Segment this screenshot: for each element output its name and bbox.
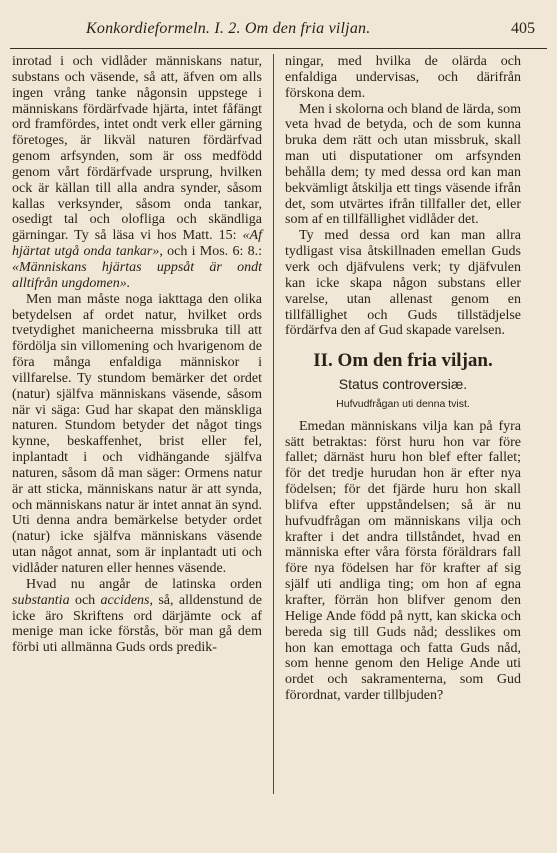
right-paragraph-1: ningar, med hvilka de olärda och enfaldiga undervisas, och därifrån förskona dem. — [285, 54, 521, 101]
status-title: Status controversiæ. — [338, 376, 468, 393]
text-run: , så, alldenstund de icke äro Skriftens ord därjämte ock af menige man icke förstås, bör man gå dem förbi uti allmänna Guds ords predik- — [12, 592, 262, 656]
header-rule — [10, 48, 547, 49]
quote-matthew: «Af hjärtat utgå onda tankar» — [12, 228, 262, 260]
page-number: 405 — [511, 20, 535, 37]
term-accidens: accidens — [100, 592, 150, 608]
left-paragraph-1 — [12, 54, 262, 292]
text-run: Hvad nu angår de latinska orden — [26, 576, 262, 592]
text-run: inrotad i och vidlåder människans natur, substans och väsende, så att, äfven om alls ingen vrång tanke någonsin uppstege i människans fördärfvade hjärta, intet fåfängt ord framfördes, intet ondt verk eller gärning företoges, är likväl naturen fördärfvad genom arfsynden, som är oss medfödd genom vårt fördärfvade ursprung, hvilken ock är källan till alla andra synder, såsom kallas verksynder, såsom onda tankar, osedigt tal och olofliga och skändliga gärningar. Ty så läsa vi hos Matt. 15: — [12, 54, 262, 244]
page-header — [8, 6, 549, 46]
left-paragraph-3 — [12, 577, 262, 656]
right-column — [285, 54, 521, 704]
text-run: och — [69, 592, 101, 608]
right-paragraph-3: Ty med dessa ord kan man allra tydligast visa åtskillnaden emellan Guds verk och djäfvulens verk; ty djäfvulen kan icke skapa någon substans eller varelse, utan allenast genom en tillfällighet och Guds tillstädjelse fördärfva den af Gud skapade varelsen. — [285, 228, 521, 339]
column-divider — [273, 54, 274, 794]
text-run: , och i Mos. 6: 8.: — [159, 244, 263, 260]
section-subtitle: Hufvudfrågan uti denna tvist. — [336, 397, 470, 410]
quote-genesis: «Människans hjärtas uppsåt är ondt alltifrån ungdomen». — [12, 259, 262, 291]
section-title: II. Om den fria viljan. — [313, 350, 493, 372]
left-column — [12, 54, 262, 656]
term-substantia: substantia — [12, 592, 70, 608]
running-head: Konkordieformeln. I. 2. Om den fria viljan. — [86, 20, 371, 37]
right-paragraph-2: Men i skolorna och bland de lärda, som veta hvad de betyda, och de som kunna bruka dem rätt och utan missbruk, skall man uti disputationer om arfsynden behålla dem; ty med dessa ord kan man bekvämligt åtskilja ett tings väsende ifrån det, som utvärtes ifrån tillfaller det, eller som af en tillfällighet vidlåder det. — [285, 101, 521, 228]
right-paragraph-4: Emedan människans vilja kan på fyra sätt betraktas: först huru hon var före fallet; därnäst huru hon blef efter fallet; för det tredje hurudan hon är efter nya födelsen; för det fjärde huru hon skall blifva efter uppståndelsen; så är nu hufvudfrågan om människans vilja och krafter i det andra tillståndet, hvad en människa efter våra första föräldrars fall före nya födelsen har för krafter af sig själf uti andliga ting; om hon af egna krafter, förrän hon blifver genom den Helige Ande född på nytt, kan skicka och bereda sig till Guds nåd; desslikes om hon kan emottaga och fatta Guds nåd, som henne genom den Helige Ande uti ordet och sakramenterna, som Gud förordnat, varder tillbjuden? — [285, 418, 521, 704]
left-paragraph-2: Men man måste noga iakttaga den olika betydelsen af ordet natur, hvilket ords tvetydighet manicheerna missbruka till att fördölja sin villomening och hvarigenom de föra många enfaldiga människor i villfarelse. Ty stundom bemärker det ordet (natur) själfva människans väsende, såsom när vi säga: Gud har skapat den mänskliga naturen. Stundom betyder det något tings kynne, beskaffenhet, brist eller fel, inplantadt i och vidhängande själfva naturen, såsom då man säger: Ormens natur är att sticka, människans natur är att synda, och människans natur är intet annat än synd. Uti denna andra bemärkelse betyder ordet (natur) icke själfva människans väsende utan något annat, som är inplantadt uti och vidlåder naturen eller hennes väsende. — [12, 291, 262, 576]
